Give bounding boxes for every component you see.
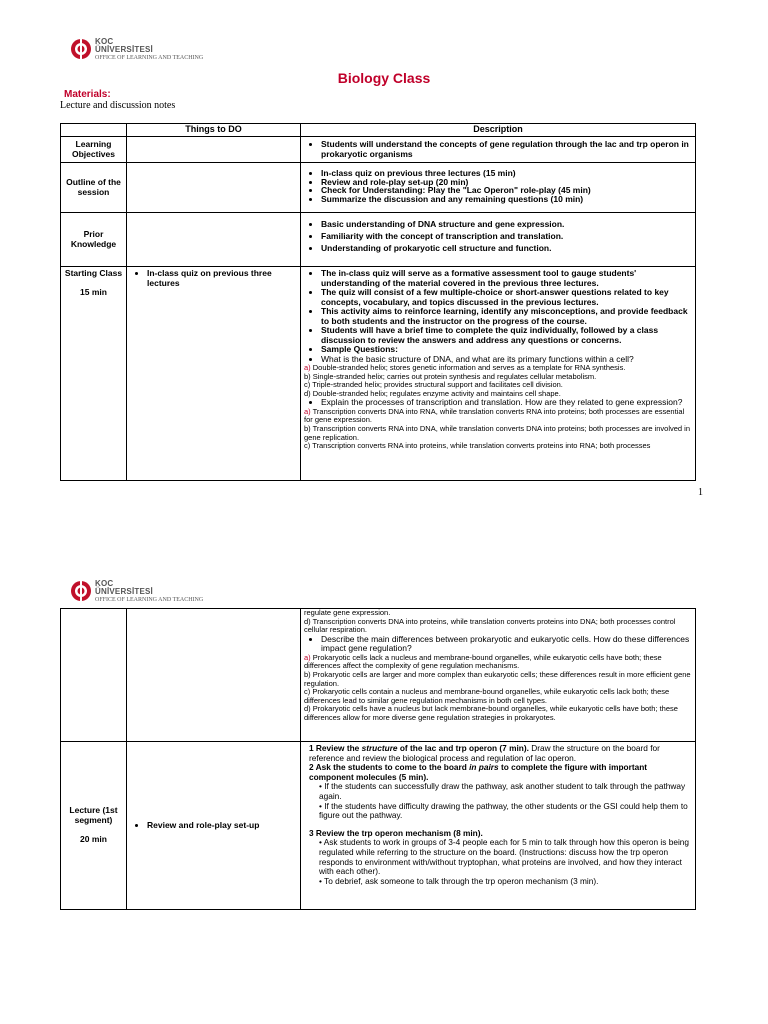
header-empty: [61, 124, 127, 137]
university-seal-icon: [70, 580, 92, 602]
description-cell: [301, 213, 696, 267]
todo-cell: [127, 267, 301, 481]
lesson-plan-table-continued: [60, 608, 696, 910]
answer-option: b) Prokaryotic cells are larger and more complex than eukaryotic cells; these differences result in more efficient gene regulation.: [304, 669, 691, 688]
answer-option: [304, 654, 692, 671]
answer-letter: a): [304, 363, 311, 372]
page-title: Biology Class: [337, 70, 431, 86]
answer-letter: a): [304, 406, 311, 416]
step-text: 1 Review the: [309, 743, 362, 753]
list-item: • Review and role-play set-up: [147, 821, 297, 831]
step-text: 2 Ask the students to come to the board: [309, 762, 470, 773]
logo-line-3: OFFICE OF LEARNING AND TEACHING: [95, 597, 204, 603]
todo-cell: [127, 213, 301, 267]
todo-cell: [127, 609, 301, 742]
logo-line-2: ÜNİVERSİTESİ: [95, 45, 153, 54]
description-cell: [301, 137, 696, 163]
logo-line-1: KOC: [95, 579, 114, 588]
answer-text: Transcription converts DNA into RNA, while translation converts RNA into proteins; both processes are essential for gene expression.: [304, 406, 685, 425]
question-item: • Describe the main differences between prokaryotic and eukaryotic cells. How do these differences impact gene regulation?: [321, 635, 692, 654]
step-1: [309, 744, 692, 763]
starting-class-time: 15 min: [80, 286, 107, 297]
answer-option: b) Transcription converts RNA into DNA, while translation converts DNA into proteins; both processes are involved in gene replication.: [304, 424, 691, 442]
step-detail: • If the students can successfully draw the pathway, ask another student to talk through the pathway again.: [319, 781, 686, 801]
table-row-starting-class: [61, 267, 696, 481]
answer-option: d) Prokaryotic cells have a nucleus but lack membrane-bound organelles, while eukaryotic cells have both; these differences allow for more diverse gene regulation strategies in prokaryotes.: [304, 704, 678, 722]
table-row-outline: [61, 163, 696, 213]
step-emphasis: structure: [361, 743, 398, 753]
description-cell: [301, 267, 696, 481]
row-label: Prior Knowledge: [61, 213, 127, 267]
label-cell: [61, 609, 127, 742]
todo-cell: [127, 742, 301, 910]
step-emphasis: in pairs: [469, 762, 499, 773]
list-item: • In-class quiz on previous three lectures: [147, 269, 297, 288]
step-detail: • If the students have difficulty drawing the pathway, the other students or the GSI could help them to figure out the pathway.: [319, 800, 688, 821]
list-item: • Sample Questions:: [321, 345, 692, 355]
university-logo: [70, 580, 203, 604]
lecture-label: Lecture (1st segment): [69, 805, 118, 825]
step-3: 3 Review the trp operon mechanism (8 min).: [309, 827, 483, 838]
lesson-plan-table: [60, 123, 696, 481]
row-label: [61, 267, 127, 481]
logo-line-2: ÜNİVERSİTESİ: [95, 587, 153, 596]
university-seal-icon: [70, 38, 92, 60]
logo-line-1: KOC: [95, 37, 114, 46]
list-item: • Review and role-play set-up (20 min): [321, 178, 692, 187]
list-item: • Familiarity with the concept of transcription and translation.: [321, 230, 692, 242]
materials-text: Lecture and discussion notes: [60, 100, 176, 111]
header-description: Description: [301, 124, 696, 137]
todo-cell: [127, 163, 301, 213]
list-item: • In-class quiz on previous three lectures (15 min): [321, 169, 692, 178]
list-item: • Check for Understanding: Play the "Lac Operon" role-play (45 min): [321, 186, 692, 195]
lecture-time: 20 min: [80, 834, 107, 845]
answer-option: c) Transcription converts RNA into proteins, while translation converts proteins into RNA; both processes: [304, 441, 651, 451]
list-item: • Students will have a brief time to complete the quiz individually, followed by a class discussion to review the answers and address any questions or concerns.: [321, 326, 692, 345]
answer-text: Double-stranded helix; stores genetic information and serves as a template for RNA synthesis.: [310, 363, 626, 372]
list-item: • Students will understand the concepts of gene regulation through the lac and trp operon in prokaryotic organisms: [321, 140, 692, 159]
table-row-lecture: [61, 742, 696, 910]
row-label: [61, 742, 127, 910]
answer-text: Prokaryotic cells lack a nucleus and membrane-bound organelles, while eukaryotic cells have both; these differences affect the complexity of gene regulation mechanisms.: [304, 652, 662, 671]
answer-letter: a): [304, 652, 311, 662]
page-number: 1: [698, 487, 703, 498]
list-item: • The quiz will consist of a few multiple-choice or short-answer questions related to key concepts, vocabulary, and topics discussed in the previous lectures.: [321, 288, 692, 307]
answer-option: b) Single-stranded helix; carries out protein synthesis and regulates cellular metabolism.: [304, 371, 597, 381]
answer-option: d) Transcription converts DNA into proteins, while translation converts proteins into DNA; both processes control cellular respiration.: [304, 616, 676, 635]
list-item: • The in-class quiz will serve as a formative assessment tool to gauge students' understanding of the material covered in the previous three lectures.: [321, 269, 692, 288]
list-item: • This activity aims to reinforce learning, identify any misconceptions, and provide feedback to both students and the instructor on the progress of the course.: [321, 307, 692, 326]
step-2: [309, 763, 692, 782]
starting-class-label: Starting Class: [64, 268, 123, 278]
row-label: Learning Objectives: [61, 137, 127, 163]
step-text: Draw the structure on the board for reference and review the biological process and regulation of lac operon.: [309, 743, 660, 763]
table-row-learning-objectives: [61, 137, 696, 163]
list-item: • Understanding of prokaryotic cell structure and function.: [321, 242, 692, 254]
todo-cell: [127, 137, 301, 163]
list-item: • Summarize the discussion and any remaining questions (10 min): [321, 195, 692, 204]
row-label: Outline of the session: [61, 163, 127, 213]
page-2: [0, 560, 768, 1024]
step-detail: • Ask students to work in groups of 3-4 people each for 5 min to talk through how this operon is being regulated while referring to the structure on the board. (Instructions: discuss how the trp operon responds to environment with/without tryptophan, what proteins are involved, and how they interact with each other).: [319, 837, 690, 877]
answer-option: regulate gene expression.: [304, 608, 391, 617]
table-row-prior-knowledge: [61, 213, 696, 267]
description-cell: [301, 609, 696, 742]
university-logo: [70, 38, 203, 62]
step-detail: • To debrief, ask someone to talk through the trp operon mechanism (3 min).: [319, 875, 599, 886]
answer-option: [304, 408, 692, 425]
table-row-continued: [61, 609, 696, 742]
table-header-row: [61, 124, 696, 137]
description-cell: [301, 163, 696, 213]
question-item: • What is the basic structure of DNA, and what are its primary functions within a cell?: [321, 355, 692, 365]
header-things-to-do: Things to DO: [127, 124, 301, 137]
answer-option: d) Double-stranded helix; regulates enzyme activity and maintains cell shape.: [304, 388, 561, 398]
list-item: • Basic understanding of DNA structure and gene expression.: [321, 218, 692, 230]
step-text: of the lac and trp operon (7 min).: [397, 743, 529, 753]
materials-label: Materials:: [64, 89, 111, 100]
question-item: • Explain the processes of transcription and translation. How are they related to gene expression?: [321, 398, 692, 408]
description-cell: [301, 742, 696, 910]
answer-option: c) Triple-stranded helix; provides structural support and facilitates cell division.: [304, 380, 563, 390]
step-text: to complete the figure with important component molecules (5 min).: [309, 762, 648, 782]
page-1: [0, 0, 768, 510]
logo-line-3: OFFICE OF LEARNING AND TEACHING: [95, 55, 204, 61]
answer-option: c) Prokaryotic cells contain a nucleus and membrane-bound organelles, while eukaryotic cells lack both; these differences lead to similar gene regulation mechanisms in both cell types.: [304, 687, 670, 705]
